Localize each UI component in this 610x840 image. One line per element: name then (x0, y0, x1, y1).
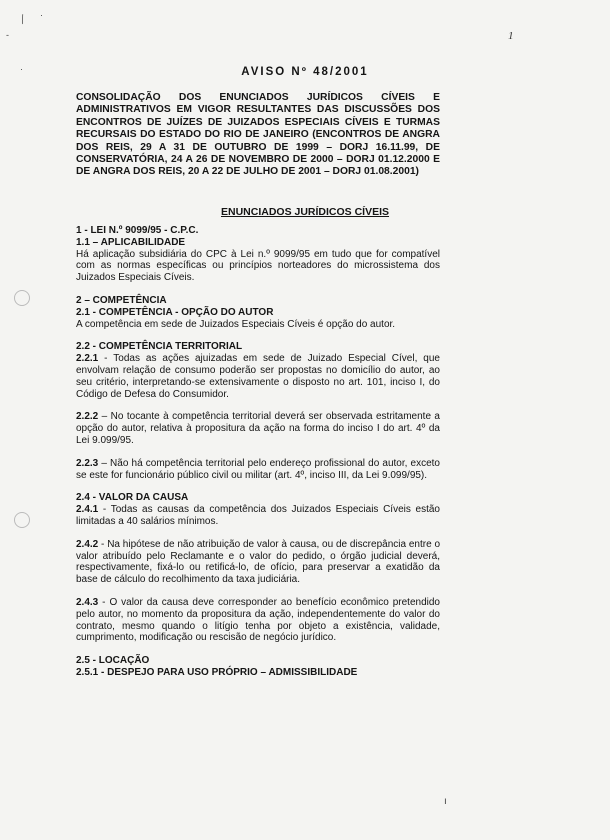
paragraph (76, 353, 440, 400)
scan-mark: · (20, 64, 23, 74)
subsection-heading: 2.5 - LOCAÇÃO (76, 655, 150, 667)
subsection-heading: 2.2 - COMPETÊNCIA TERRITORIAL (76, 341, 243, 353)
punch-hole (14, 290, 30, 306)
paragraph: Há aplicação subsidiária do CPC à Lei n.º 9099/95 em tudo que for compatível com as normas específicas ou princípios norteadores do microssistema dos Juizados Especiais Cíveis. (76, 248, 440, 284)
scan-mark: ı (444, 796, 447, 807)
document-body (76, 225, 440, 679)
section-subtitle: ENUNCIADOS JURÍDICOS CÍVEIS (220, 206, 390, 218)
item-text: - Todas as causas da competência dos Juizados Especiais Cíveis estão limitadas a 40 salários mínimos. (76, 504, 440, 527)
subsection-heading: 2.1 - COMPETÊNCIA - OPÇÃO DO AUTOR (76, 306, 274, 318)
paragraph: A competência em sede de Juizados Especiais Cíveis é opção do autor. (76, 318, 396, 330)
scan-mark: ∕ (18, 12, 28, 26)
intro-paragraph: CONSOLIDAÇÃO DOS ENUNCIADOS JURÍDICOS CÍVEIS E ADMINISTRATIVOS EM VIGOR RESULTANTES DAS DISCUSSÕES DOS ENCONTROS DE JUÍZES DE JUIZADOS ESPECIAIS CÍVEIS E TURMAS RECURSAIS DO ESTADO DO RIO DE JANEIRO (ENCONTROS DE ANGRA DOS REIS, 29 A 31 DE OUTUBRO DE 1999 – DORJ 16.11.99, DE CONSERVATÓRIA, 24 A 26 DE NOVEMBRO DE 2000 – DORJ 01.12.2000 E DE ANGRA DOS REIS, 20 A 22 DE JULHO DE 2001 – DORJ 01.08.2001) (76, 92, 440, 178)
paragraph (76, 597, 440, 644)
paragraph (76, 411, 440, 446)
section-heading: 1 - LEI N.º 9099/95 - C.P.C. (76, 225, 199, 236)
item-text: - O valor da causa deve corresponder ao benefício econômico pretendido pelo autor, no momento da propositura da ação, independentemente do valor do contrato, mesmo quando o litígio tenha por objeto a existência, validade, cumprimento, modificação ou rescisão de negócio jurídico. (76, 596, 440, 644)
scan-mark: · (40, 10, 43, 20)
subsection-heading: 2.4 - VALOR DA CAUSA (76, 492, 189, 504)
item-number: 2.2.2 (76, 411, 99, 423)
item-number: 2.4.1 (76, 504, 99, 516)
punch-hole (14, 512, 30, 528)
page-number: 1 (508, 30, 514, 42)
subsection-heading: 1.1 – APLICABILIDADE (76, 236, 186, 248)
item-number: 2.4.2 (76, 538, 99, 550)
paragraph (76, 458, 440, 482)
subsection-heading: 2.5.1 - DESPEJO PARA USO PRÓPRIO – ADMISSIBILIDADE (76, 666, 358, 678)
item-text: – Não há competência territorial pelo endereço profissional do autor, exceto se este for funcionário público civil ou militar (art. 4º, inciso III, da Lei 9.099/95). (76, 457, 440, 481)
scan-mark: - (6, 30, 9, 40)
document-title: AVISO Nº 48/2001 (241, 66, 369, 78)
item-number: 2.4.3 (76, 596, 99, 608)
item-text: – No tocante à competência territorial deverá ser observada estritamente a opção do autor, relativa à propositura da ação na forma do inciso I do art. 4º da Lei 9.099/95. (76, 411, 440, 446)
item-text: - Todas as ações ajuizadas em sede de Juizado Especial Cível, que envolvam relação de consumo poderão ser propostas no domicílio do autor, ao seu critério, interpretando-se extensivamente o disposto no art. 101, inciso I, do Código de Defesa do Consumidor. (76, 353, 440, 400)
paragraph (76, 539, 440, 586)
item-number: 2.2.3 (76, 457, 99, 469)
section-heading: 2 – COMPETÊNCIA (76, 294, 167, 306)
item-number: 2.2.1 (76, 353, 99, 365)
item-text: - Na hipótese de não atribuição de valor à causa, ou de discrepância entre o valor atribuído pelo Reclamante e o valor do pedido, o órgão judicial deverá, respectivamente, fixá-lo ou retificá-lo, de ofício, para preservar a exatidão da base de cálculo do recolhimento da taxa judiciária. (76, 538, 440, 586)
paragraph (76, 504, 440, 528)
